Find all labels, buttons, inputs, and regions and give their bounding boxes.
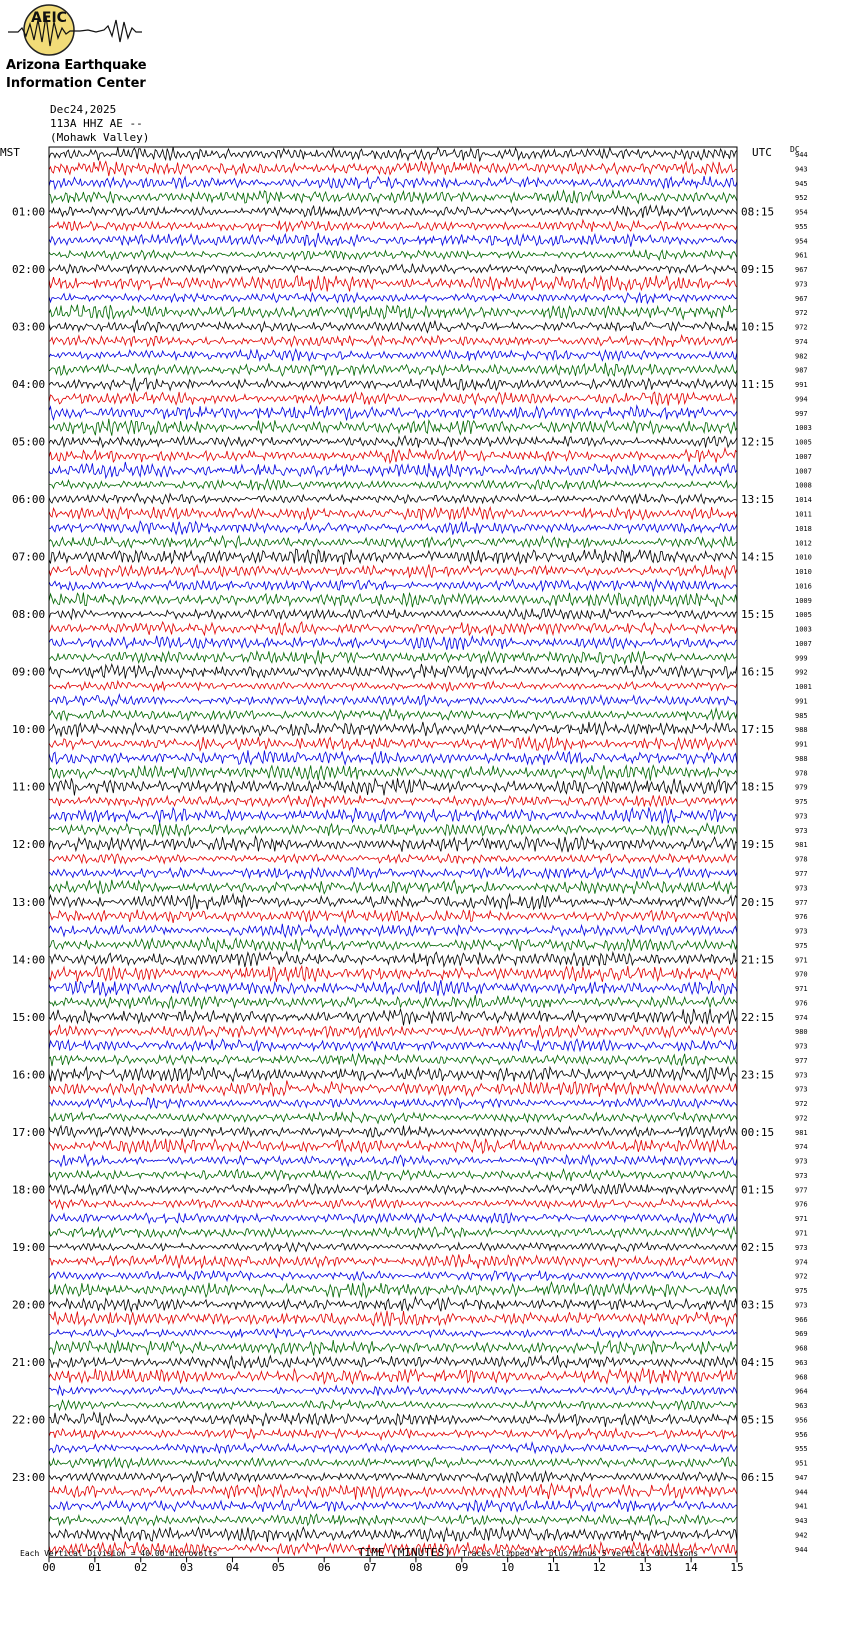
trace-row-24 <box>49 494 737 504</box>
trace-row-84 <box>49 1355 737 1368</box>
dc-offset-label: 968 <box>795 1373 808 1382</box>
trace-row-45 <box>49 795 737 807</box>
mst-hour-label: 20:00 <box>12 1298 46 1312</box>
trace-row-66 <box>49 1098 737 1109</box>
trace-row-56 <box>49 952 737 967</box>
dc-offset-label: 994 <box>795 395 808 404</box>
dc-offset-label: 944 <box>795 151 808 159</box>
dc-offset-label: 956 <box>795 1416 808 1425</box>
trace-row-90 <box>49 1443 737 1454</box>
trace-row-49 <box>49 854 737 864</box>
utc-hour-label: 02:15 <box>741 1240 775 1254</box>
utc-hour-label: 01:15 <box>741 1183 775 1197</box>
x-tick-label: 11 <box>546 1561 561 1575</box>
utc-hour-label: 00:15 <box>741 1125 775 1139</box>
mst-hour-label: 02:00 <box>12 263 46 277</box>
trace-row-95 <box>49 1514 737 1525</box>
trace-row-52 <box>49 894 737 909</box>
dc-offset-label: 992 <box>795 668 808 677</box>
dc-offset-label: 971 <box>795 1229 808 1238</box>
trace-row-86 <box>49 1386 737 1396</box>
trace-row-29 <box>49 565 737 579</box>
dc-offset-label: 999 <box>795 654 808 663</box>
x-tick-label: 07 <box>363 1561 377 1575</box>
mst-hour-label: 10:00 <box>12 723 46 737</box>
mst-hour-label: 13:00 <box>12 895 46 909</box>
trace-row-14 <box>49 349 737 361</box>
trace-row-7 <box>49 250 737 260</box>
dc-offset-label: 967 <box>795 266 808 275</box>
trace-row-65 <box>49 1081 737 1097</box>
trace-row-41 <box>49 737 737 751</box>
trace-row-87 <box>49 1400 737 1410</box>
x-tick-label: 12 <box>592 1561 607 1575</box>
trace-row-27 <box>49 536 737 548</box>
dc-offset-label: 973 <box>795 1243 808 1252</box>
trace-row-25 <box>49 507 737 521</box>
mst-hour-label: 18:00 <box>12 1183 46 1197</box>
dc-offset-label: 1007 <box>795 639 812 648</box>
trace-row-33 <box>49 622 737 636</box>
trace-row-18 <box>49 405 737 420</box>
org-name-line1: Arizona Earthquake <box>6 58 147 73</box>
dc-offset-label: 1011 <box>795 510 812 519</box>
dc-offset-label: 978 <box>795 769 808 778</box>
dc-offset-label: 1005 <box>795 611 812 620</box>
dc-offset-label: 973 <box>795 1301 808 1310</box>
trace-row-11 <box>49 305 737 320</box>
trace-row-19 <box>49 419 737 436</box>
trace-row-58 <box>49 980 737 996</box>
dc-offset-label: 973 <box>795 1085 808 1094</box>
utc-hour-label: 13:15 <box>741 493 775 507</box>
clip-note: Traces clipped at plus/minus 5 vertical divisions <box>462 1549 699 1558</box>
utc-hour-label: 22:15 <box>741 1010 775 1024</box>
dc-offset-label: 977 <box>795 898 808 907</box>
trace-row-85 <box>49 1368 737 1383</box>
trace-row-4 <box>49 206 737 218</box>
x-axis-title: TIME (MINUTES) <box>358 1546 451 1559</box>
mst-hour-label: 07:00 <box>12 550 46 564</box>
dc-offset-label: 966 <box>795 1315 808 1324</box>
utc-hour-label: 17:15 <box>741 723 775 737</box>
mst-hour-label: 21:00 <box>12 1355 46 1369</box>
utc-hour-label: 14:15 <box>741 550 775 564</box>
dc-offset-label: 975 <box>795 941 808 950</box>
station-label: 113A HHZ AE -- <box>50 117 143 130</box>
dc-offset-label: 971 <box>795 1215 808 1224</box>
x-tick-label: 09 <box>455 1561 469 1575</box>
trace-row-2 <box>49 176 737 189</box>
x-tick-label: 08 <box>409 1561 423 1575</box>
mst-hour-label: 12:00 <box>12 838 46 852</box>
x-tick-label: 05 <box>271 1561 285 1575</box>
dc-offset-label: 942 <box>795 1531 808 1540</box>
trace-row-76 <box>49 1243 737 1252</box>
trace-row-54 <box>49 924 737 937</box>
trace-row-9 <box>49 276 737 292</box>
x-tick-label: 03 <box>179 1561 194 1575</box>
dc-offset-label: 977 <box>795 870 808 878</box>
mst-hour-label: 23:00 <box>12 1470 46 1484</box>
utc-hour-label: 16:15 <box>741 665 775 679</box>
trace-row-8 <box>49 264 737 274</box>
utc-hour-label: 23:15 <box>741 1068 775 1082</box>
trace-row-59 <box>49 995 737 1009</box>
dc-offset-label: 954 <box>795 208 808 217</box>
dc-offset-label: 1018 <box>795 524 812 533</box>
mst-hour-label: 11:00 <box>12 780 46 794</box>
trace-row-32 <box>49 609 737 620</box>
mst-hour-label: 03:00 <box>12 320 46 334</box>
dc-offset-label: 974 <box>795 1258 808 1267</box>
dc-offset-label: 1010 <box>795 553 812 562</box>
dc-offset-label: 981 <box>795 1128 808 1137</box>
dc-offset-label: 964 <box>795 1387 808 1396</box>
trace-row-17 <box>49 392 737 406</box>
trace-row-75 <box>49 1227 737 1238</box>
trace-row-6 <box>49 233 737 247</box>
trace-row-96 <box>49 1527 737 1542</box>
dc-offset-label: 1003 <box>795 424 812 433</box>
x-tick-label: 14 <box>684 1561 698 1575</box>
trace-row-77 <box>49 1254 737 1268</box>
dc-offset-label: 972 <box>795 1114 808 1123</box>
dc-offset-label: 991 <box>795 740 808 749</box>
logo-text: AEIC <box>31 10 67 26</box>
trace-row-42 <box>49 750 737 765</box>
plot-frame <box>49 147 737 1557</box>
dc-offset-label: 974 <box>795 1013 808 1022</box>
mst-hour-label: 08:00 <box>12 608 46 622</box>
trace-row-16 <box>49 378 737 391</box>
dc-offset-label: 969 <box>795 1330 808 1339</box>
trace-row-34 <box>49 636 737 650</box>
trace-row-78 <box>49 1271 737 1282</box>
trace-row-37 <box>49 681 737 691</box>
x-tick-label: 04 <box>225 1561 240 1575</box>
trace-row-53 <box>49 910 737 923</box>
dc-offset-label: 1007 <box>795 452 812 461</box>
trace-row-62 <box>49 1039 737 1051</box>
dc-offset-label: 944 <box>795 1545 808 1554</box>
utc-hour-label: 21:15 <box>741 953 775 967</box>
utc-hour-label: 06:15 <box>741 1470 775 1484</box>
org-name-line2: Information Center <box>6 76 146 91</box>
trace-row-38 <box>49 695 737 707</box>
mst-hour-label: 04:00 <box>12 378 46 392</box>
utc-hour-label: 15:15 <box>741 608 775 622</box>
dc-offset-label: 982 <box>795 352 808 361</box>
mst-hour-label: 01:00 <box>12 205 46 219</box>
dc-offset-label: 970 <box>795 970 808 979</box>
utc-hour-label: 18:15 <box>741 780 775 794</box>
dc-offset-label: 979 <box>795 783 808 792</box>
dc-offset-label: 973 <box>795 1071 808 1080</box>
dc-offset-label: 975 <box>795 798 808 807</box>
dc-offset-label: 1009 <box>795 596 812 605</box>
trace-row-70 <box>49 1155 737 1167</box>
dc-offset-label: 1016 <box>795 582 812 591</box>
trace-row-36 <box>49 664 737 679</box>
dc-offset-label: 944 <box>795 1488 808 1497</box>
trace-row-79 <box>49 1282 737 1297</box>
dc-offset-label: 974 <box>795 1143 808 1152</box>
dc-offset-label: 974 <box>795 337 808 346</box>
dc-offset-label: 1001 <box>795 683 812 692</box>
dc-offset-label: 973 <box>795 1171 808 1180</box>
mst-hour-label: 16:00 <box>12 1068 46 1082</box>
dc-offset-label: 985 <box>795 711 808 720</box>
trace-row-89 <box>49 1429 737 1440</box>
dc-offset-label: 956 <box>795 1430 808 1439</box>
dc-offset-label: 988 <box>795 726 808 735</box>
utc-hour-label: 20:15 <box>741 895 775 909</box>
dc-offset-label: 987 <box>795 366 808 375</box>
trace-row-23 <box>49 479 737 490</box>
trace-row-71 <box>49 1169 737 1181</box>
x-tick-label: 02 <box>134 1561 148 1575</box>
trace-row-94 <box>49 1500 737 1513</box>
trace-row-28 <box>49 549 737 565</box>
trace-row-47 <box>49 823 737 837</box>
dc-offset-label: 981 <box>795 841 808 850</box>
dc-offset-label: 997 <box>795 409 808 418</box>
mst-hour-label: 09:00 <box>12 665 46 679</box>
utc-hour-label: 04:15 <box>741 1355 775 1369</box>
dc-offset-label: 991 <box>795 381 808 390</box>
utc-hour-label: 12:15 <box>741 435 775 449</box>
dc-offset-label: 951 <box>795 1459 808 1468</box>
dc-offset-label: 975 <box>795 1287 808 1296</box>
trace-row-40 <box>49 722 737 737</box>
dc-offset-label: 1003 <box>795 625 812 634</box>
trace-row-55 <box>49 938 737 952</box>
trace-row-39 <box>49 709 737 721</box>
dc-offset-label: 971 <box>795 985 808 994</box>
trace-row-13 <box>49 335 737 347</box>
mst-hour-label: 05:00 <box>12 435 46 449</box>
trace-row-35 <box>49 650 737 663</box>
utc-hour-label: 05:15 <box>741 1413 775 1427</box>
dc-offset-label: 955 <box>795 222 808 231</box>
utc-hour-label: 03:15 <box>741 1298 775 1312</box>
dc-offset-label: 961 <box>795 251 808 260</box>
dc-offset-label: 980 <box>795 1028 808 1037</box>
x-tick-label: 01 <box>88 1561 102 1575</box>
x-tick-label: 00 <box>42 1561 56 1575</box>
dc-offset-label: 1007 <box>795 467 812 476</box>
trace-row-57 <box>49 966 737 982</box>
trace-row-3 <box>49 190 737 203</box>
trace-row-10 <box>49 293 737 303</box>
trace-row-69 <box>49 1138 737 1153</box>
trace-row-61 <box>49 1025 737 1039</box>
x-tick-label: 13 <box>638 1561 652 1575</box>
trace-row-60 <box>49 1009 737 1026</box>
dc-offset-label: 978 <box>795 855 808 864</box>
trace-row-15 <box>49 363 737 377</box>
trace-row-22 <box>49 462 737 478</box>
dc-offset-label: 963 <box>795 1358 808 1367</box>
trace-row-26 <box>49 521 737 534</box>
dc-offset-label: 973 <box>795 927 808 936</box>
trace-row-1 <box>49 161 737 176</box>
utc-hour-label: 08:15 <box>741 205 775 219</box>
trace-row-44 <box>49 778 737 795</box>
dc-axis-label: DC <box>790 145 800 154</box>
dc-offset-label: 963 <box>795 1402 808 1411</box>
dc-offset-label: 1012 <box>795 539 812 548</box>
dc-offset-label: 972 <box>795 309 808 318</box>
trace-row-92 <box>49 1471 737 1483</box>
dc-offset-label: 976 <box>795 1200 808 1209</box>
trace-row-88 <box>49 1412 737 1427</box>
utc-hour-label: 10:15 <box>741 320 775 334</box>
trace-row-50 <box>49 867 737 879</box>
dc-offset-label: 973 <box>795 1157 808 1166</box>
trace-row-73 <box>49 1199 737 1209</box>
trace-row-0 <box>49 147 737 162</box>
dc-offset-label: 1014 <box>795 496 812 505</box>
dc-offset-label: 968 <box>795 1344 808 1353</box>
trace-row-91 <box>49 1457 737 1468</box>
dc-offset-label: 954 <box>795 237 808 246</box>
trace-row-74 <box>49 1213 737 1224</box>
trace-row-81 <box>49 1311 737 1326</box>
dc-offset-label: 971 <box>795 956 808 965</box>
dc-offset-label: 977 <box>795 1056 808 1065</box>
dc-offset-label: 955 <box>795 1445 808 1454</box>
dc-offset-label: 973 <box>795 826 808 835</box>
mst-hour-label: 22:00 <box>12 1413 46 1427</box>
mst-axis-label: MST <box>0 146 20 159</box>
trace-row-31 <box>49 593 737 608</box>
x-tick-label: 10 <box>501 1561 515 1575</box>
utc-axis-label: UTC <box>752 146 772 159</box>
trace-row-68 <box>49 1126 737 1138</box>
dc-offset-label: 976 <box>795 913 808 922</box>
dc-offset-label: 1010 <box>795 568 812 577</box>
location-label: (Mohawk Valley) <box>50 131 150 144</box>
dc-offset-label: 973 <box>795 884 808 893</box>
dc-offset-label: 973 <box>795 812 808 821</box>
dc-offset-label: 991 <box>795 697 808 706</box>
trace-row-80 <box>49 1297 737 1311</box>
dc-offset-label: 972 <box>795 1100 808 1109</box>
mst-hour-label: 15:00 <box>12 1010 46 1024</box>
date-label: Dec24,2025 <box>50 103 117 116</box>
utc-hour-label: 09:15 <box>741 263 775 277</box>
mst-hour-label: 19:00 <box>12 1240 46 1254</box>
dc-offset-label: 945 <box>795 179 808 188</box>
dc-offset-label: 967 <box>795 294 808 303</box>
dc-offset-label: 972 <box>795 323 808 332</box>
trace-row-67 <box>49 1112 737 1123</box>
utc-hour-label: 19:15 <box>741 838 775 852</box>
trace-row-83 <box>49 1340 737 1356</box>
dc-offset-label: 952 <box>795 194 808 203</box>
trace-row-48 <box>49 836 737 852</box>
trace-row-63 <box>49 1054 737 1066</box>
trace-row-21 <box>49 448 737 463</box>
dc-offset-label: 1008 <box>795 481 812 490</box>
dc-offset-label: 1005 <box>795 438 812 447</box>
trace-row-93 <box>49 1484 737 1500</box>
dc-offset-label: 972 <box>795 1272 808 1281</box>
mst-hour-label: 17:00 <box>12 1125 46 1139</box>
utc-hour-label: 11:15 <box>741 378 775 392</box>
dc-offset-label: 973 <box>795 280 808 289</box>
dc-offset-label: 941 <box>795 1502 808 1511</box>
dc-offset-label: 973 <box>795 1042 808 1051</box>
trace-row-12 <box>49 320 737 332</box>
mst-hour-label: 06:00 <box>12 493 46 507</box>
trace-row-64 <box>49 1067 737 1082</box>
trace-row-51 <box>49 880 737 894</box>
vertical-division-note: Each Vertical Division = 40.00 microvolts <box>20 1549 218 1558</box>
dc-offset-label: 976 <box>795 999 808 1008</box>
trace-row-30 <box>49 580 737 591</box>
trace-row-72 <box>49 1183 737 1194</box>
dc-offset-label: 977 <box>795 1186 808 1195</box>
trace-row-82 <box>49 1328 737 1338</box>
trace-row-46 <box>49 807 737 823</box>
dc-offset-label: 988 <box>795 754 808 763</box>
trace-row-5 <box>49 220 737 232</box>
x-tick-label: 15 <box>730 1561 744 1575</box>
dc-offset-label: 947 <box>795 1473 808 1482</box>
dc-offset-label: 943 <box>795 1517 808 1526</box>
trace-row-20 <box>49 436 737 448</box>
mst-hour-label: 14:00 <box>12 953 46 967</box>
x-tick-label: 06 <box>317 1561 331 1575</box>
dc-offset-label: 943 <box>795 165 808 174</box>
trace-row-43 <box>49 765 737 780</box>
